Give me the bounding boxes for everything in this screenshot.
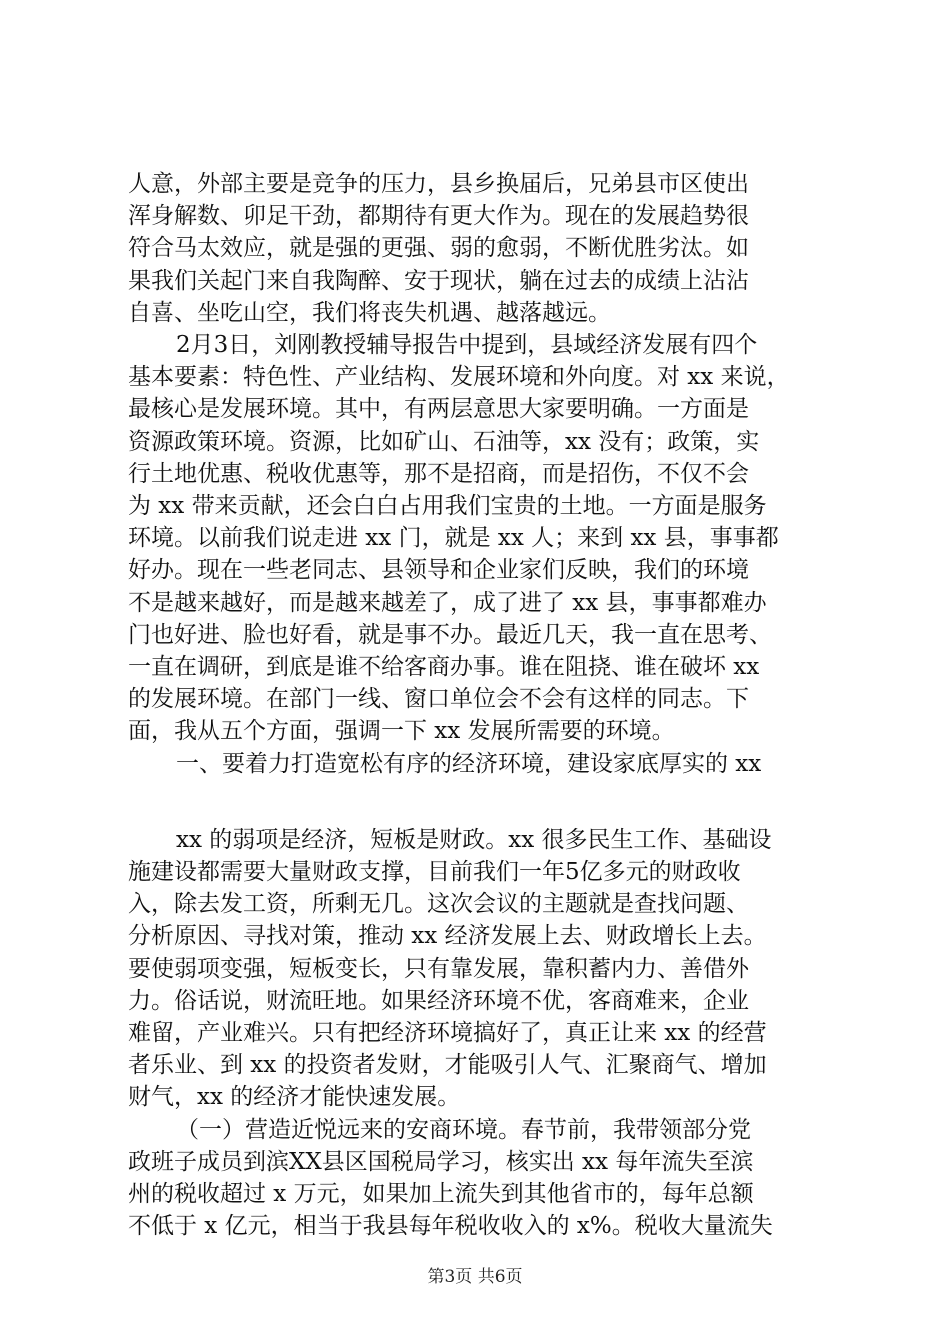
paragraph-2-line-7: 环境。以前我们说走进 xx 门，就是 xx 人；来到 xx 县，事事都 [128,525,779,552]
paragraph-3-line-9: 财气，xx 的经济才能快速发展。 [128,1084,461,1111]
paragraph-2-line-10: 门也好进、脸也好看，就是事不办。最近几天，我一直在思考、 [128,621,772,648]
paragraph-4-line-2: 政班子成员到滨XX县区国税局学习，核实出 xx 每年流失至滨 [128,1148,754,1175]
section-heading-1: 一、要着力打造宽松有序的经济环境，建设家底厚实的 xx [176,750,762,777]
paragraph-3-line-1: xx 的弱项是经济，短板是财政。xx 很多民生工作、基础设 [176,826,772,853]
paragraph-1-line-3: 符合马太效应，就是强的更强、弱的愈弱，不断优胜劣汰。如 [128,235,749,262]
paragraph-4-line-4: 不低于 x 亿元，相当于我县每年税收收入的 x%。税收大量流失 [128,1213,773,1240]
paragraph-2-line-9: 不是越来越好，而是越来越差了，成了进了 xx 县，事事都难办 [128,589,767,616]
paragraph-4-line-1: （一）营造近悦远来的安商环境。春节前，我带领部分党 [176,1116,751,1143]
paragraph-1-line-5: 自喜、坐吃山空，我们将丧失机遇、越落越远。 [128,299,611,326]
paragraph-3-line-3: 入，除去发工资，所剩无几。这次会议的主题就是查找问题、 [128,891,749,918]
paragraph-3-line-2: 施建设都需要大量财政支撑，目前我们一年5亿多元的财政收 [128,858,741,885]
paragraph-2-line-13: 面，我从五个方面，强调一下 xx 发展所需要的环境。 [128,718,675,745]
paragraph-1-line-1: 人意，外部主要是竞争的压力，县乡换届后，兄弟县市区使出 [128,171,749,197]
paragraph-3-line-4: 分析原因、寻找对策，推动 xx 经济发展上去、财政增长上去。 [128,923,767,950]
paragraph-1-line-4: 果我们关起门来自我陶醉、安于现状，躺在过去的成绩上沾沾 [128,267,749,294]
paragraph-2-line-12: 的发展环境。在部门一线、窗口单位会不会有这样的同志。下 [128,686,749,713]
paragraph-2-line-2: 基本要素：特色性、产业结构、发展环境和外向度。对 xx 来说， [128,364,790,391]
paragraph-2-line-4: 资源政策环境。资源，比如矿山、石油等，xx 没有；政策，实 [128,428,760,455]
paragraph-2-line-1: 2月3日，刘刚教授辅导报告中提到，县域经济发展有四个 [176,332,758,359]
paragraph-2-line-6: 为 xx 带来贡献，还会白白占用我们宝贵的土地。一方面是服务 [128,493,767,520]
paragraph-2-line-3: 最核心是发展环境。其中，有两层意思大家要明确。一方面是 [128,396,749,423]
paragraph-3-line-8: 者乐业、到 xx 的投资者发财，才能吸引人气、汇聚商气、增加 [128,1052,767,1079]
paragraph-3-line-6: 力。俗话说，财流旺地。如果经济环境不优，客商难来，企业 [128,987,749,1014]
page-number-footer: 第3页 共6页 [427,1267,523,1287]
paragraph-2-line-8: 好办。现在一些老同志、县领导和企业家们反映，我们的环境 [128,557,749,584]
paragraph-2-line-5: 行土地优惠、税收优惠等，那不是招商，而是招伤，不仅不会 [128,460,749,487]
paragraph-1-line-2: 浑身解数、卯足干劲，都期待有更大作为。现在的发展趋势很 [128,203,749,230]
paragraph-3-line-7: 难留，产业难兴。只有把经济环境搞好了，真正让来 xx 的经营 [128,1019,767,1046]
paragraph-2-line-11: 一直在调研，到底是谁不给客商办事。谁在阻挠、谁在破坏 xx [128,654,760,681]
paragraph-3-line-5: 要使弱项变强，短板变长，只有靠发展，靠积蓄内力、善借外 [128,955,749,982]
paragraph-4-line-3: 州的税收超过 x 万元，如果加上流失到其他省市的，每年总额 [128,1180,754,1207]
